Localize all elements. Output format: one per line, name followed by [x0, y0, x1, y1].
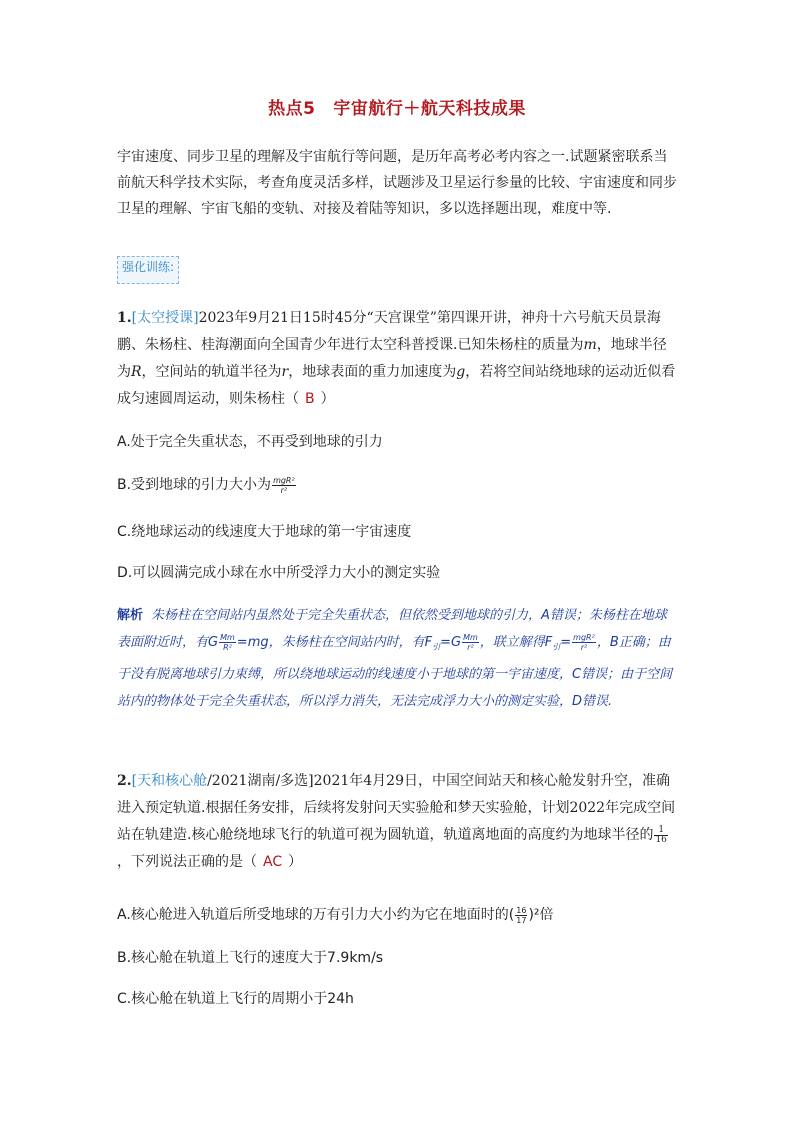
explanation-text: =mg，朱杨柱在空间站内时，有 — [236, 635, 425, 650]
question-1 — [117, 305, 677, 413]
fraction — [654, 826, 667, 845]
question-text: ） — [288, 854, 303, 870]
numerator: 16 — [516, 905, 527, 915]
denominator: 17 — [516, 915, 527, 925]
title-hot-point: 热点5 — [268, 99, 316, 119]
var-r-orbit: r — [281, 364, 289, 380]
denominator: r² — [280, 485, 288, 495]
option-a: A.核心舱进入轨道后所受地球的万有引力大小约为它在地面时的( $\frac{16}{17}$ )²倍 — [117, 905, 554, 925]
var-G: G — [208, 635, 219, 650]
page-title — [0, 94, 794, 119]
option-c: C.核心舱在轨道上飞行的周期小于24h — [117, 991, 354, 1007]
question-source-detail: /2021湖南/多选] — [207, 773, 314, 789]
denominator: 16 — [655, 834, 667, 845]
question-text: ，地球表面的重力加速度为 — [288, 364, 457, 380]
question-2 — [117, 768, 677, 876]
option-a-text: A.核心舱进入轨道后所受地球的万有引力大小约为它在地面时的 — [117, 907, 509, 923]
fraction — [219, 633, 236, 652]
option-c: C.绕地球运动的线速度大于地球的第一宇宙速度 — [117, 524, 412, 540]
explanation-block — [117, 602, 677, 715]
option-b — [117, 475, 677, 495]
question-text: ，下列说法正确的是（ — [117, 854, 257, 870]
var-F: F — [424, 635, 433, 650]
fraction — [515, 906, 527, 925]
subscript: 引 — [432, 642, 441, 652]
question-number: 2. — [117, 773, 132, 789]
denominator: r² — [580, 643, 588, 652]
var-r-earth: R — [131, 364, 142, 380]
answer-key: AC — [263, 854, 283, 870]
numerator: mgR² — [573, 633, 595, 642]
fraction — [272, 476, 296, 495]
subscript: 引 — [552, 642, 561, 652]
explanation-text: =G — [440, 635, 462, 650]
option-b-text: B.受到地球的引力大小为 — [117, 477, 272, 493]
option-a-suffix: ²倍 — [533, 907, 554, 923]
explanation-text: 朱杨柱在空间站内虽然处于完全失重状态，但依然受到地球的引力，A错误；朱杨柱在地球表面附近时，有 — [117, 608, 667, 650]
question-source: [太空授课] — [131, 310, 199, 326]
var-g: g — [456, 364, 466, 380]
option-d: D.可以圆满完成小球在水中所受浮力大小的测定实验 — [117, 565, 441, 581]
numerator: Mm — [220, 633, 235, 642]
intro-paragraph: 宇宙速度、同步卫星的理解及宇宙航行等问题，是历年高考必考内容之一.试题紧密联系当前航天科学技术实际，考查角度灵活多样，试题涉及卫星运行参量的比较、宇宙速度和同步卫星的理解、宇宙飞船的变轨、对接及着陆等知识，多以选择题出现，难度中等. — [117, 149, 677, 217]
section-tag: 强化训练: — [117, 256, 179, 284]
fraction — [572, 633, 596, 652]
numerator: mgR² — [273, 475, 295, 485]
question-text: ，空间站的轨道半径为 — [141, 364, 282, 380]
var-m: m — [583, 337, 597, 353]
fraction — [462, 633, 479, 652]
title-topic: 宇宙航行＋航天科技成果 — [333, 99, 526, 119]
denominator: r² — [467, 643, 474, 652]
question-text: 2021年4月29日，中国空间站天和核心舱发射升空，准确进入预定轨道.根据任务安排，后续将发射问天实验舱和梦天实验舱，计划2022年完成空间站在轨建造.核心舱绕地球飞行的轨道可视为圆轨道，轨道离地面的高度约为地球半径的 — [117, 773, 676, 843]
question-text: ，若将空间站绕地球的运动近似看成匀速圆周运动，则朱杨柱（ — [117, 364, 676, 407]
explanation-label: 解析 — [117, 608, 144, 623]
question-text: 2023年9月21日15时45分“天宫课堂”第四课开讲，神舟十六号航天员景海鹏、朱杨柱、桂海潮面向全国青少年进行太空科普授课.已知朱杨柱的质量为 — [117, 310, 661, 353]
question-text: ，地球半径为 — [117, 337, 667, 380]
numerator: 1 — [654, 826, 667, 836]
explanation-text: ，联立解得 — [479, 635, 545, 650]
option-a: A.处于完全失重状态，不再受到地球的引力 — [117, 434, 383, 450]
denominator: R² — [223, 643, 232, 652]
var-F: F — [544, 635, 553, 650]
question-number: 1. — [117, 310, 132, 326]
numerator: Mm — [463, 633, 478, 642]
explanation-text: = — [560, 635, 572, 650]
answer-key: B — [305, 391, 315, 407]
question-text: ） — [320, 391, 335, 407]
question-source: [天和核心舱 — [131, 773, 208, 789]
explanation-text: ，B正确；由于没有脱离地球引力束缚，所以绕地球运动的线速度小于地球的第一宇宙速度，C错误；由于空间站内的物体处于完全失重状态，所以浮力消失，无法完成浮力大小的测定实验，D错误. — [117, 635, 673, 709]
option-b: B.核心舱在轨道上飞行的速度大于7.9km/s — [117, 950, 384, 966]
